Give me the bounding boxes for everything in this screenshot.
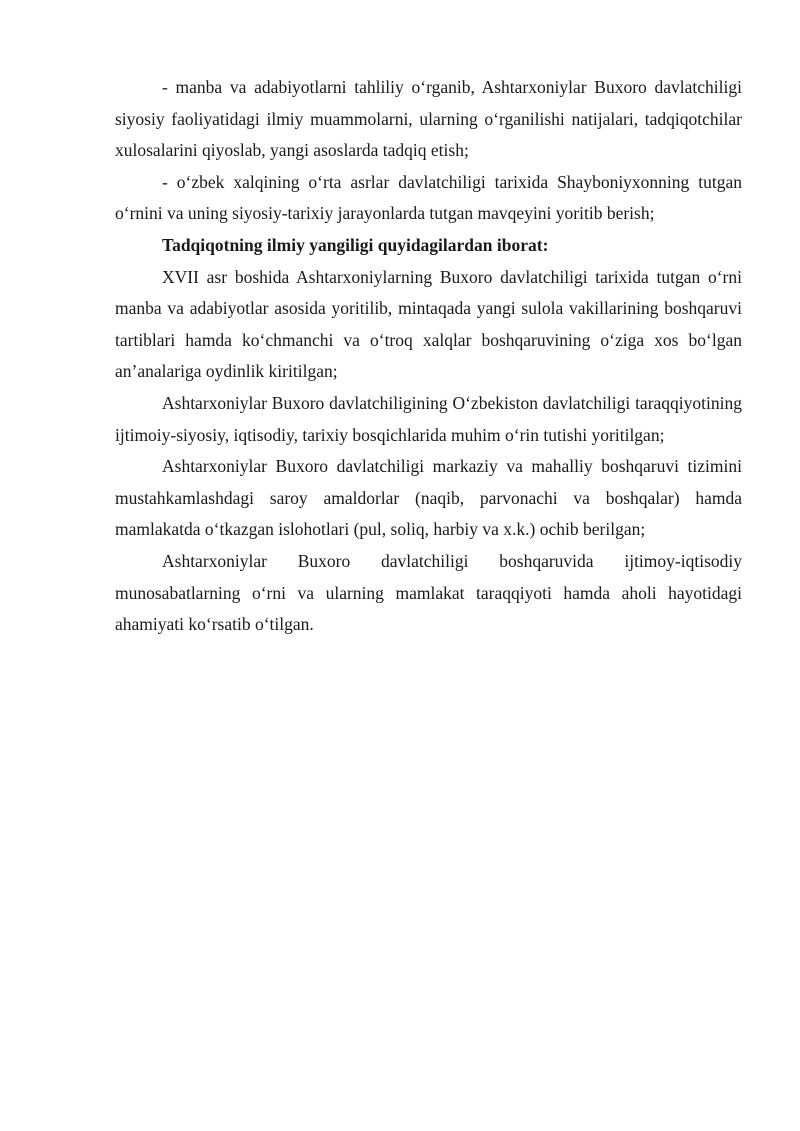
task-item-shayboniyxon-role: - o‘zbek xalqining o‘rta asrlar davlatchiligi tarixida Shayboniyxonning tutgan o‘rnini va uning siyosiy-tarixiy jarayonlarda tutgan mavqeyini yoritib berish; [115,171,742,224]
novelty-item-governance-reforms: Ashtarxoniylar Buxoro davlatchiligi markaziy va mahalliy boshqaruvi tizimini mustahkamlashdagi saroy amaldorlar (naqib, parvonachi va boshqalar) hamda mamlakatda o‘tkazgan islohotlari (pul, soliq, harbiy va x.k.) ochib berilgan; [115,456,742,540]
task-item-sources-analysis: - manba va adabiyotlarni tahliliy o‘rganib, Ashtarxoniylar Buxoro davlatchiligi siyosiy faoliyatidagi ilmiy muammolarni, ularning o‘rganilishi natijalari, tadqiqotchilar xulosalarini qiyoslab, yangi asoslarda tadqiq etish; [115,77,742,161]
novelty-item-socioeconomic-relations: Ashtarxoniylar Buxoro davlatchiligi boshqaruvida ijtimoy-iqtisodiy munosabatlarning o‘rni va ularning mamlakat taraqqiyoti hamda aholi hayotidagi ahamiyati ko‘rsatib o‘tilgan. [115,550,742,635]
novelty-item-xvii-century: XVII asr boshida Ashtarxoniylarning Buxoro davlatchiligi tarixida tutgan o‘rni manba va adabiyotlar asosida yoritilib, mintaqada yangi sulola vakillarining boshqaruvi tartiblari hamda ko‘chmanchi va o‘troq xalqlar boshqaruvining o‘ziga xos bo‘lgan an’analariga oydinlik kiritilgan; [115,266,742,382]
document-page [115,72,742,641]
novelty-item-statehood-development: Ashtarxoniylar Buxoro davlatchiligining O‘zbekiston davlatchiligi taraqqiyotining ijtimoiy-siyosiy, iqtisodiy, tarixiy bosqichlarida muhim o‘rin tutishi yoritilgan; [115,392,742,445]
scientific-novelty-heading: Tadqiqotning ilmiy yangiligi quyidagilardan iborat: [162,234,549,255]
